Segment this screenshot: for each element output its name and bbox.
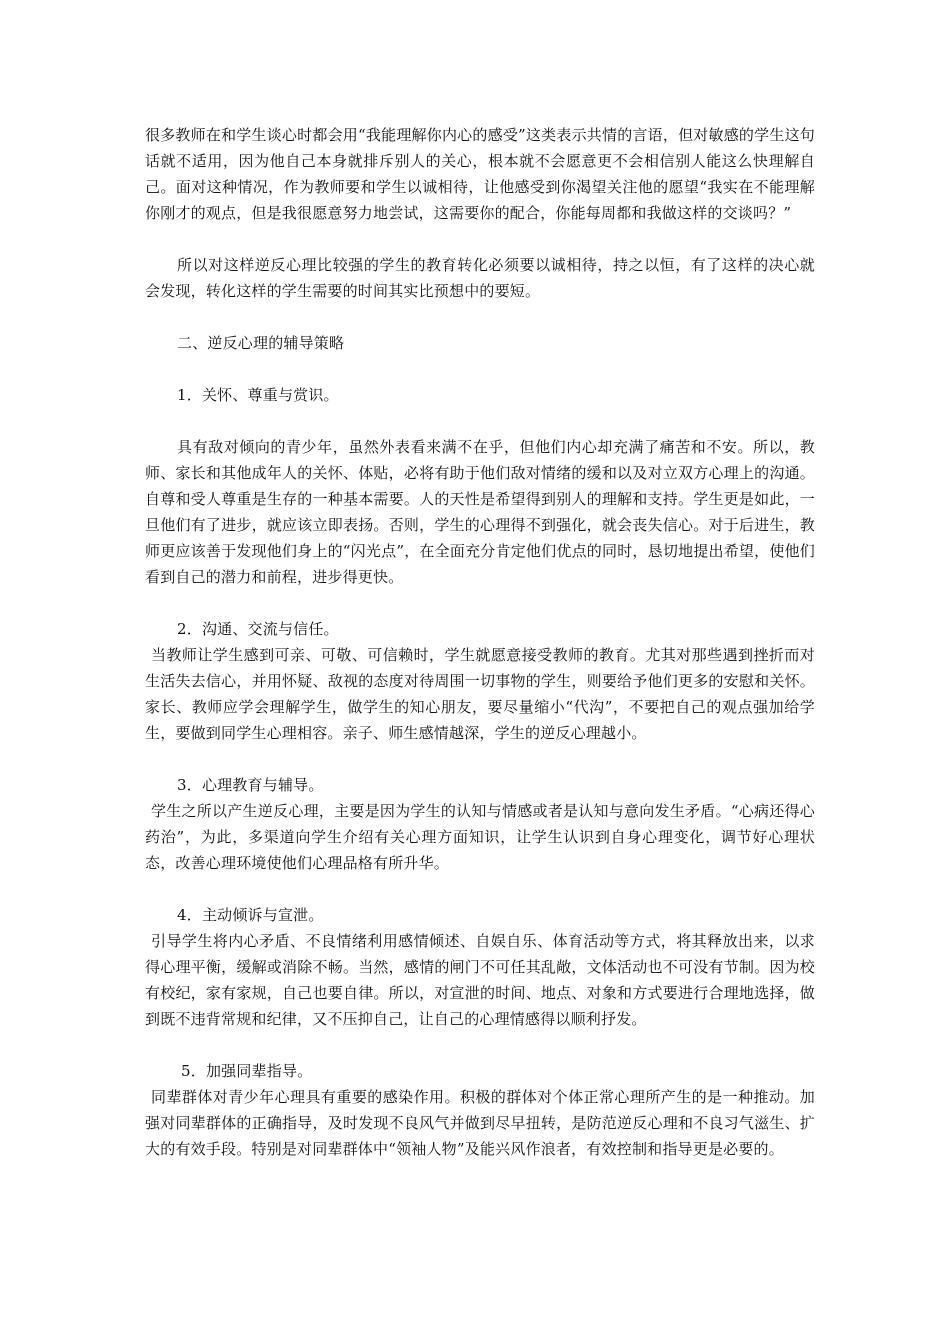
- subsection-heading-2: 2．沟通、交流与信任。: [177, 620, 339, 638]
- section-heading: 二、逆反心理的辅导策略: [177, 334, 345, 352]
- subsection-body-3: 学生之所以产生逆反心理，主要是因为学生的认知与情感或者是认知与意向发生矛盾。“心病还得心药治”，为此，多渠道向学生介绍有关心理方面知识，让学生认识到自身心理变化，调节好心理状态，改善心理环境使他们心理品格有所升华。: [145, 802, 815, 872]
- paragraph-gap: [145, 1032, 815, 1058]
- subsection-body-5: 同辈群体对青少年心理具有重要的感染作用。积极的群体对个体正常心理所产生的是一种推动。加强对同辈群体的正确指导，及时发现不良风气并做到尽早扭转，是防范逆反心理和不良习气滋生、扩大的有效手段。特别是对同辈群体中“领袖人物”及能兴风作浪者，有效控制和指导更是必要的。: [145, 1088, 815, 1158]
- paragraph-gap: [145, 226, 815, 252]
- paragraph-gap: [145, 590, 815, 616]
- paragraph-gap: [145, 356, 815, 382]
- subsection-heading-3: 3．心理教育与辅导。: [177, 776, 324, 794]
- paragraph-gap: [145, 408, 815, 434]
- subsection-heading-4: 4．主动倾诉与宣泄。: [177, 906, 324, 924]
- paragraph-gap: [145, 304, 815, 330]
- subsection-body-1: 具有敌对倾向的青少年，虽然外表看来满不在乎，但他们内心却充满了痛苦和不安。所以，教师、家长和其他成年人的关怀、体贴，必将有助于他们敌对情绪的缓和以及对立双方心理上的沟通。自尊和受人尊重是生存的一种基本需要。人的天性是希望得到别人的理解和支持。学生更是如此，一旦他们有了进步，就应该立即表扬。否则，学生的心理得不到强化，就会丧失信心。对于后进生，教师更应该善于发现他们身上的“闪光点”，在全面充分肯定他们优点的同时，恳切地提出希望，使他们看到自己的潜力和前程，进步得更快。: [145, 438, 815, 586]
- document-page: [145, 122, 815, 1162]
- paragraph-gap: [145, 746, 815, 772]
- paragraph-conclusion: 所以对这样逆反心理比较强的学生的教育转化必须要以诚相待，持之以恒，有了这样的决心就会发现，转化这样的学生需要的时间其实比预想中的要短。: [145, 256, 815, 300]
- subsection-heading-5: 5．加强同辈指导。: [181, 1062, 313, 1080]
- subsection-body-4: 引导学生将内心矛盾、不良情绪利用感情倾述、自娱自乐、体育活动等方式，将其释放出来，以求得心理平衡，缓解或消除不畅。当然，感情的闸门不可任其乱敞，文体活动也不可没有节制。因为校有校纪，家有家规，自己也要自律。所以，对宣泄的时间、地点、对象和方式要进行合理地选择，做到既不违背常规和纪律，又不压抑自己，让自己的心理情感得以顺利抒发。: [145, 932, 815, 1028]
- subsection-body-2: 当教师让学生感到可亲、可敬、可信赖时，学生就愿意接受教师的教育。尤其对那些遇到挫折而对生活失去信心，并用怀疑、敌视的态度对待周围一切事物的学生，则要给予他们更多的安慰和关怀。家长、教师应学会理解学生，做学生的知心朋友，要尽量缩小“代沟”，不要把自己的观点强加给学生，要做到同学生心理相容。亲子、师生感情越深，学生的逆反心理越小。: [145, 646, 815, 742]
- paragraph-intro: 很多教师在和学生谈心时都会用“我能理解你内心的感受”这类表示共情的言语，但对敏感的学生这句话就不适用，因为他自己本身就排斥别人的关心，根本就不会愿意更不会相信别人能这么快理解自己。面对这种情况，作为教师要和学生以诚相待，让他感受到你渴望关注他的愿望“我实在不能理解你刚才的观点，但是我很愿意努力地尝试，这需要你的配合，你能每周都和我做这样的交谈吗？”: [145, 126, 815, 222]
- paragraph-gap: [145, 876, 815, 902]
- subsection-heading-1: 1．关怀、尊重与赏识。: [177, 386, 339, 404]
